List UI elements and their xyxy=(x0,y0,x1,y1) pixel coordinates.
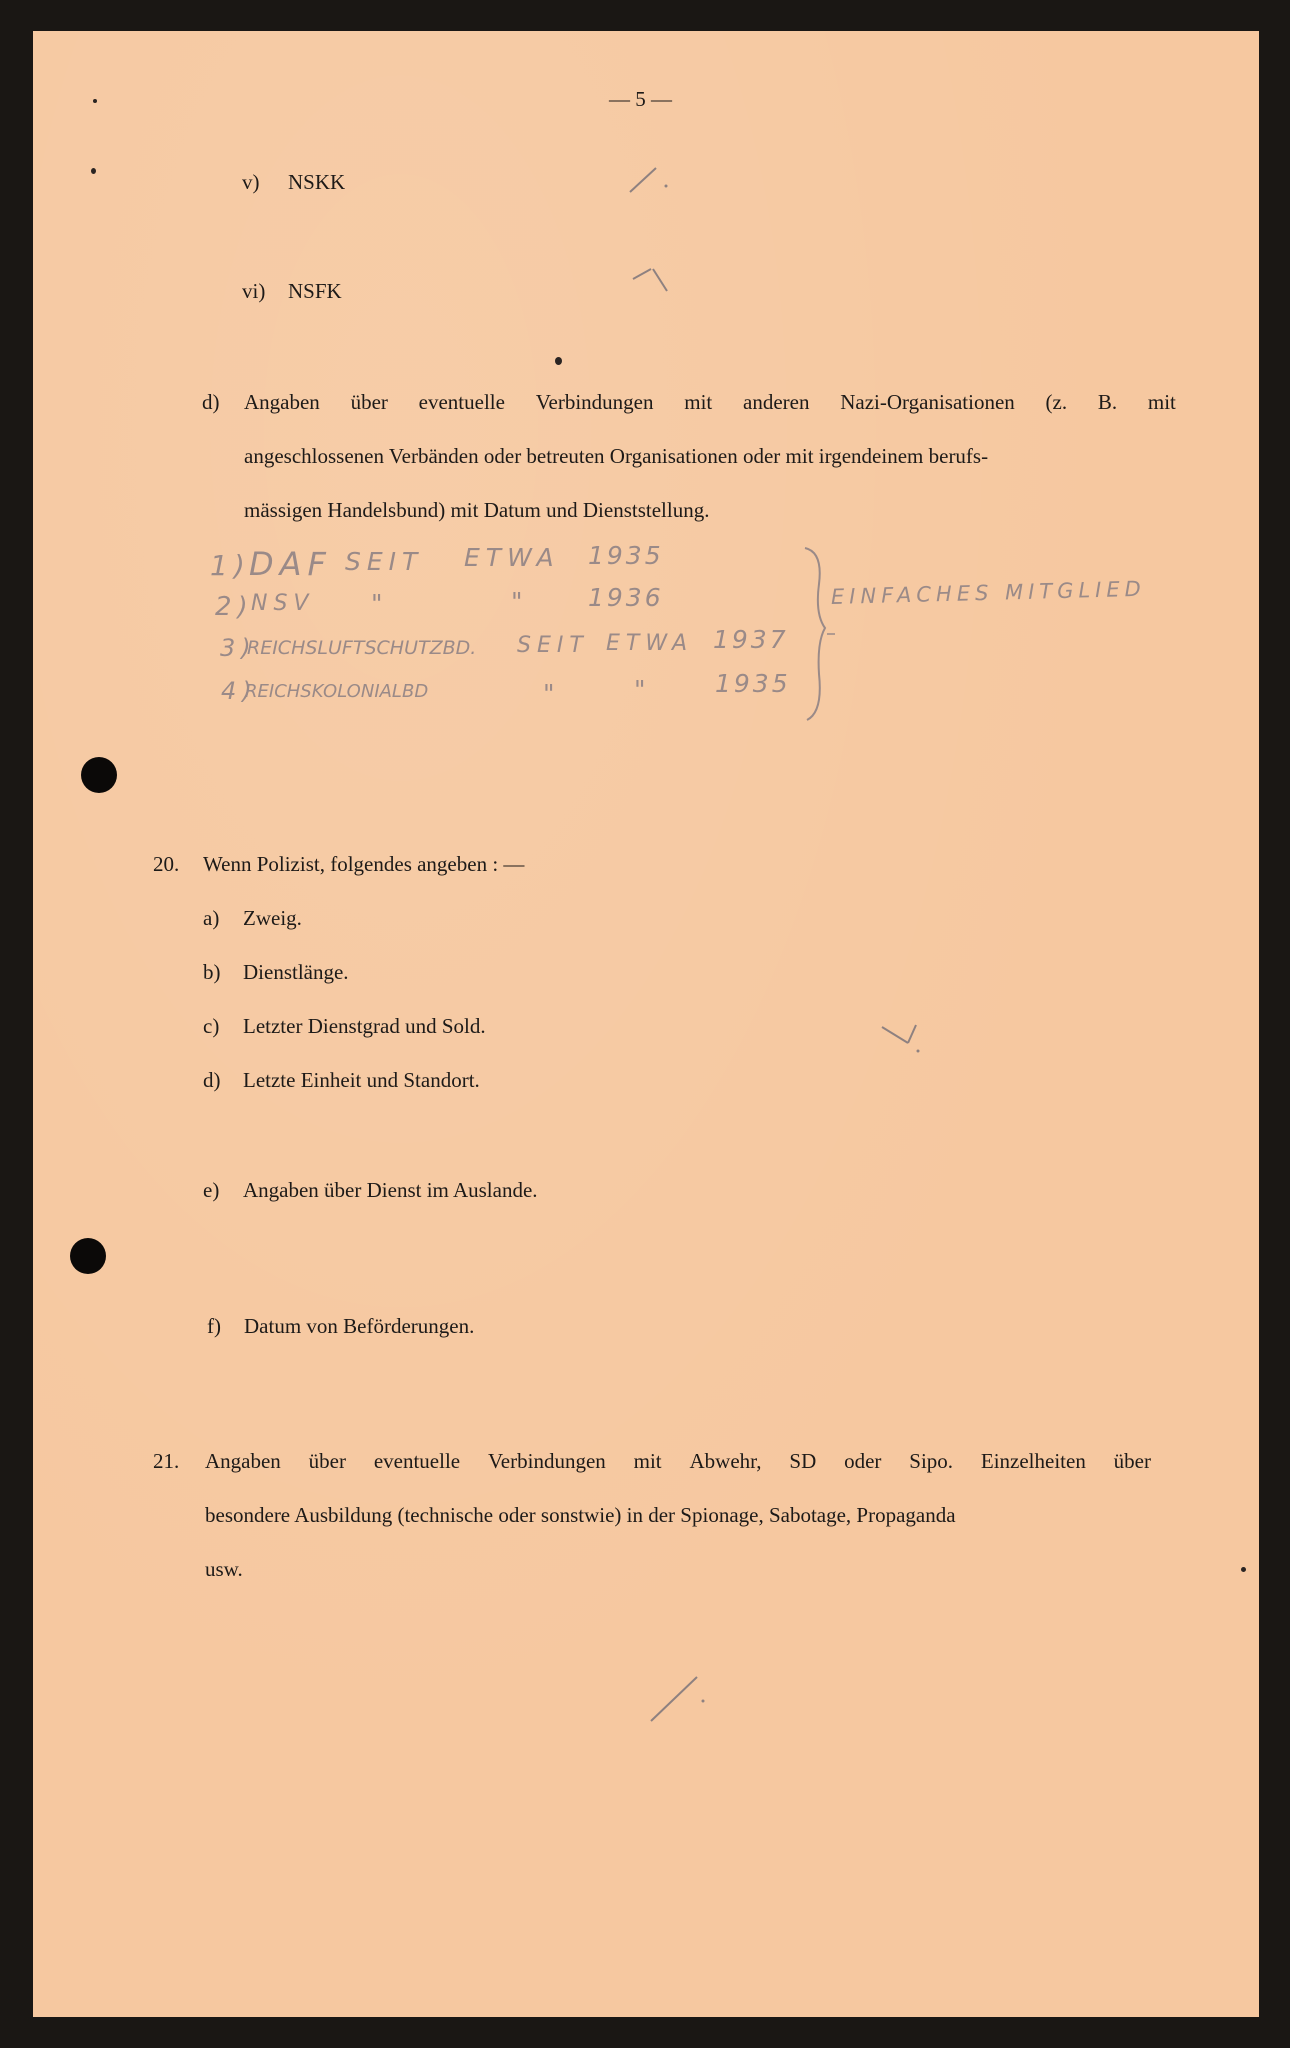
hw-r4-org: REICHSKOLONIALBD xyxy=(245,681,429,702)
document-page xyxy=(33,31,1259,2017)
q20-c-label: c) xyxy=(203,1014,220,1038)
edge-speck-top xyxy=(93,99,97,103)
item-vi-text: NSFK xyxy=(288,279,342,303)
q20-text: Wenn Polizist, folgendes angeben : — xyxy=(203,852,525,876)
q21-number: 21. xyxy=(153,1449,180,1473)
q21-line2: besondere Ausbildung (technische oder sonstwie) in der Spionage, Sabotage, Propaganda xyxy=(205,1503,956,1527)
q20-d-text: Letzte Einheit und Standort. xyxy=(243,1068,480,1092)
hw-r4-q1: " xyxy=(543,679,561,708)
hw-r1-org: DAF xyxy=(249,545,332,583)
item-v-text: NSKK xyxy=(288,170,346,194)
q21-line3: usw. xyxy=(205,1557,243,1581)
q20-f-text: Datum von Beförderungen. xyxy=(244,1314,475,1338)
hw-r1-seit: SEIT xyxy=(345,547,424,576)
item-d-line3: mässigen Handelsbund) mit Datum und Dienststellung. xyxy=(244,498,710,522)
item-d-line1: Angaben über eventuelle Verbindungen mit anderen Nazi-Organisationen (z. B. mit xyxy=(244,390,1176,414)
page-number: — 5 — xyxy=(609,87,672,111)
dash-mark-v xyxy=(626,160,676,200)
edge-speck-left xyxy=(91,168,96,174)
hw-r4-year: 1935 xyxy=(715,669,791,698)
hw-r3-org: REICHSLUFTSCHUTZBD. xyxy=(247,637,477,659)
hw-r1-etwa: ETWA xyxy=(464,543,560,572)
dash-mark-q21 xyxy=(645,1661,715,1731)
hw-r3-seit: SEIT xyxy=(517,633,589,658)
q20-f-label: f) xyxy=(207,1314,221,1338)
hw-r2-q1: " xyxy=(371,589,389,618)
hw-r1-num: 1) xyxy=(210,549,251,582)
edge-speck-right xyxy=(1241,1567,1246,1572)
hw-brace-note: EINFACHES MITGLIED xyxy=(830,576,1147,609)
punch-hole-lower xyxy=(70,1238,106,1274)
hw-r2-q2: " xyxy=(511,587,529,616)
q20-a-text: Zweig. xyxy=(243,906,302,930)
dash-mark-vi xyxy=(627,263,677,303)
hw-r1-year: 1935 xyxy=(588,541,664,570)
hw-r3-etwa: ETWA xyxy=(606,631,694,656)
punch-hole-upper xyxy=(81,757,117,793)
q20-b-text: Dienstlänge. xyxy=(243,960,349,984)
ink-speck xyxy=(555,357,562,365)
q20-d-label: d) xyxy=(203,1068,221,1092)
item-v-label: v) xyxy=(242,170,260,194)
q20-a-label: a) xyxy=(203,906,220,930)
hw-r4-num: 4) xyxy=(221,677,258,705)
item-d-line2: angeschlossenen Verbänden oder betreuten Organisationen oder mit irgendeinem berufs- xyxy=(244,444,989,468)
hw-r3-num: 3) xyxy=(220,634,257,662)
q20-e-label: e) xyxy=(203,1178,220,1202)
hw-r2-org: NSV xyxy=(251,591,315,616)
item-vi-label: vi) xyxy=(242,279,266,303)
item-d-label: d) xyxy=(202,390,220,414)
pencil-brace xyxy=(799,544,839,724)
hw-r4-q2: " xyxy=(634,675,652,704)
hw-r2-num: 2) xyxy=(215,592,254,622)
q20-e-text: Angaben über Dienst im Auslande. xyxy=(243,1178,538,1202)
hw-r3-year: 1937 xyxy=(713,625,789,654)
dash-mark-q20 xyxy=(878,1019,928,1059)
q20-number: 20. xyxy=(153,852,180,876)
q20-c-text: Letzter Dienstgrad und Sold. xyxy=(243,1014,486,1038)
q20-b-label: b) xyxy=(203,960,221,984)
q21-line1: Angaben über eventuelle Verbindungen mit Abwehr, SD oder Sipo. Einzelheiten über xyxy=(205,1449,1151,1473)
hw-r2-year: 1936 xyxy=(588,583,664,612)
